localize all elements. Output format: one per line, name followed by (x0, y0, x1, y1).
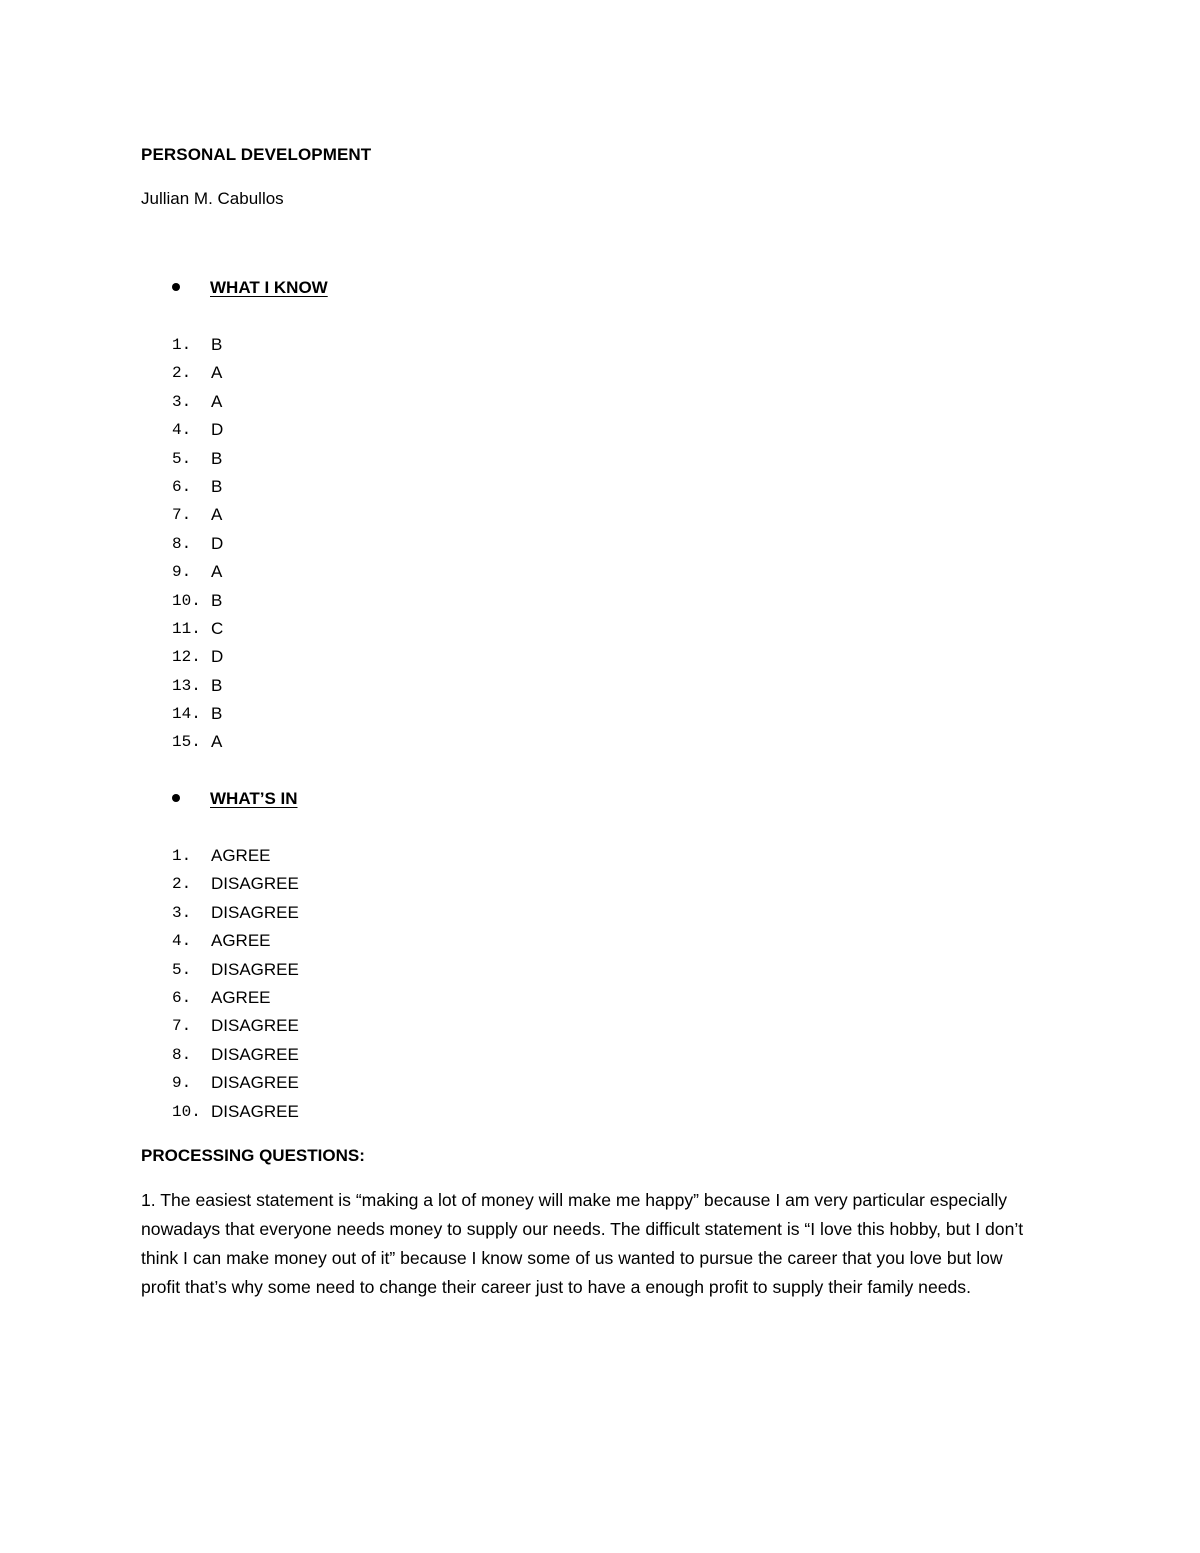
list-item (172, 331, 223, 359)
list-item (172, 643, 223, 671)
list-item (172, 1069, 299, 1097)
item-number: 9. (172, 563, 192, 582)
item-number: 5. (172, 960, 192, 979)
list-item (172, 530, 223, 558)
list-item (172, 501, 223, 529)
item-answer: AGREE (211, 931, 271, 951)
item-answer: B (211, 335, 223, 354)
item-number: 6. (172, 477, 192, 496)
list-item (172, 1098, 299, 1126)
list-item (172, 1041, 299, 1069)
item-number: 3. (172, 392, 192, 411)
item-number: 9. (172, 1074, 192, 1093)
processing-questions-heading: PROCESSING QUESTIONS: (141, 1146, 365, 1165)
list-item (172, 870, 299, 898)
list-item (172, 359, 223, 387)
item-answer: A (211, 391, 223, 411)
item-answer: DISAGREE (211, 1044, 299, 1064)
item-answer: D (211, 647, 224, 667)
list-item (172, 672, 223, 700)
item-answer: D (211, 533, 224, 553)
list-item (172, 558, 223, 586)
item-number: 10. (172, 591, 201, 610)
author-name: Jullian M. Cabullos (141, 189, 284, 208)
item-number: 8. (172, 534, 192, 553)
item-number: 3. (172, 903, 192, 922)
section-heading-label: WHAT’S IN (210, 789, 298, 808)
item-number: 1. (172, 847, 192, 865)
list-item (172, 1012, 299, 1040)
section-heading-whats-in (172, 789, 298, 809)
document-title: PERSONAL DEVELOPMENT (141, 145, 372, 164)
item-answer: AGREE (211, 987, 271, 1007)
list-item (172, 984, 299, 1012)
section-heading-label: WHAT I KNOW (210, 278, 328, 297)
item-answer: AGREE (211, 846, 271, 865)
item-number: 7. (172, 1017, 192, 1036)
list-item (172, 899, 299, 927)
item-number: 4. (172, 932, 192, 951)
item-answer: A (211, 732, 223, 752)
item-answer: A (211, 505, 223, 525)
list-item (172, 956, 299, 984)
list-item (172, 842, 299, 870)
item-number: 2. (172, 364, 192, 383)
list-item (172, 927, 299, 955)
item-number: 2. (172, 875, 192, 894)
item-answer: A (211, 363, 223, 383)
item-number: 12. (172, 648, 201, 667)
item-answer: DISAGREE (211, 874, 299, 894)
item-answer: DISAGREE (211, 1016, 299, 1036)
item-number: 7. (172, 506, 192, 525)
section-heading-what-i-know (172, 278, 328, 298)
item-answer: C (211, 618, 224, 638)
item-answer: DISAGREE (211, 1101, 299, 1121)
item-number: 6. (172, 988, 192, 1007)
item-number: 11. (172, 619, 201, 638)
list-item (172, 416, 223, 444)
item-answer: DISAGREE (211, 959, 299, 979)
list-item (172, 388, 223, 416)
list-item (172, 445, 223, 473)
item-answer: B (211, 590, 223, 610)
list-item (172, 700, 223, 728)
bullet-icon (172, 283, 180, 291)
list-item (172, 587, 223, 615)
item-number: 14. (172, 705, 201, 724)
item-number: 13. (172, 676, 201, 695)
item-number: 4. (172, 421, 192, 440)
item-answer: B (211, 448, 223, 468)
item-answer: B (211, 476, 223, 496)
item-number: 15. (172, 733, 201, 752)
item-answer: B (211, 704, 223, 724)
processing-answer-paragraph: 1. The easiest statement is “making a lot of money will make me happy” because I am very particular especially nowadays that everyone needs money to supply our needs. The difficult statement is “I love this hobby, but I don’t think I can make money out of it” because I know some of us wanted to pursue the career that you love but low profit that’s why some need to change their career just to have a enough profit to supply their family needs. (141, 1190, 1024, 1297)
answer-list-whats-in (172, 842, 299, 1126)
item-answer: B (211, 675, 223, 695)
bullet-icon (172, 794, 180, 802)
list-item (172, 473, 223, 501)
answer-list-what-i-know (172, 331, 223, 757)
item-number: 5. (172, 449, 192, 468)
list-item (172, 728, 223, 756)
item-number: 10. (172, 1102, 201, 1121)
item-number: 8. (172, 1045, 192, 1064)
item-answer: A (211, 562, 223, 582)
item-answer: D (211, 420, 224, 440)
item-answer: DISAGREE (211, 902, 299, 922)
item-answer: DISAGREE (211, 1073, 299, 1093)
item-number: 1. (172, 336, 192, 354)
list-item (172, 615, 223, 643)
